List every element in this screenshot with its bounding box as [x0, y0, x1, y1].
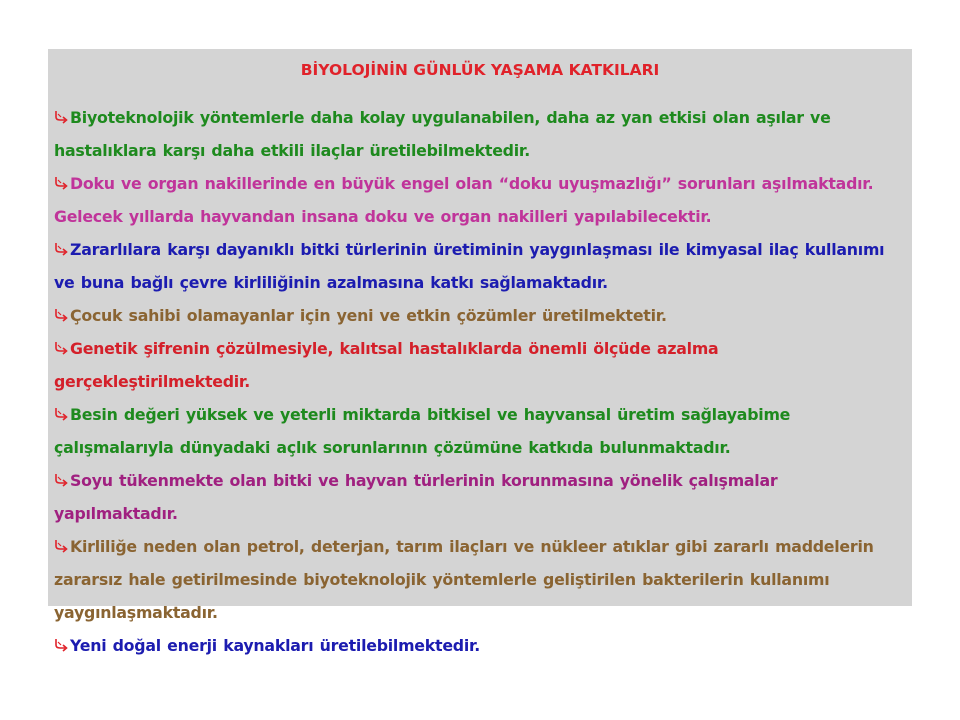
- list-item-text: Zararlılara karşı dayanıklı bitki türlerinin üretiminin yaygınlaşması ile kimyasal ilaç kullanımı ve buna bağlı çevre kirliliğinin azalmasına katkı sağlamaktadır.: [54, 240, 885, 292]
- list-item: [54, 101, 906, 167]
- curved-arrow-icon: [54, 638, 69, 653]
- list-item: [54, 233, 906, 299]
- content-panel: [48, 49, 912, 655]
- curved-arrow-icon: [54, 176, 69, 191]
- list-item-text: Genetik şifrenin çözülmesiyle, kalıtsal hastalıklarda önemli ölçüde azalma gerçekleştirilmektedir.: [54, 339, 719, 391]
- list-item-text: Besin değeri yüksek ve yeterli miktarda bitkisel ve hayvansal üretim sağlayabime çalışmalarıyla dünyadaki açlık sorunlarının çözümüne katkıda bulunmaktadır.: [54, 405, 791, 457]
- list-item-text: Kirliliğe neden olan petrol, deterjan, tarım ilaçları ve nükleer atıklar gibi zararlı maddelerin zararsız hale getirilmesinde biyoteknolojik yöntemlerle geliştirilen bakterilerin kullanımı yaygınlaşmaktadır.: [54, 537, 874, 622]
- list-item: [54, 629, 906, 662]
- curved-arrow-icon: [54, 341, 69, 356]
- list-item: [54, 299, 906, 332]
- page-title: BİYOLOJİNİN GÜNLÜK YAŞAMA KATKILARI: [300, 61, 660, 79]
- list-item: [54, 530, 906, 629]
- list-item: [54, 464, 906, 530]
- list-item-text: Soyu tükenmekte olan bitki ve hayvan türlerinin korunmasına yönelik çalışmalar yapılmaktadır.: [54, 471, 778, 523]
- curved-arrow-icon: [54, 110, 69, 125]
- list-item-text: Yeni doğal enerji kaynakları üretilebilmektedir.: [70, 636, 481, 655]
- curved-arrow-icon: [54, 242, 69, 257]
- list-item-text: Doku ve organ nakillerinde en büyük engel olan “doku uyuşmazlığı” sorunları aşılmaktadır. Gelecek yıllarda hayvandan insana doku ve organ nakilleri yapılabilecektir.: [54, 174, 874, 226]
- list-item: [54, 398, 906, 464]
- list-item-text: Çocuk sahibi olamayanlar için yeni ve etkin çözümler üretilmektetir.: [70, 306, 667, 325]
- curved-arrow-icon: [54, 407, 69, 422]
- list-item: [54, 332, 906, 398]
- list-item: [54, 167, 906, 233]
- curved-arrow-icon: [54, 539, 69, 554]
- bullet-list: [54, 101, 906, 662]
- list-item-text: Biyoteknolojik yöntemlerle daha kolay uygulanabilen, daha az yan etkisi olan aşılar ve hastalıklara karşı daha etkili ilaçlar üretilebilmektedir.: [54, 108, 831, 160]
- curved-arrow-icon: [54, 308, 69, 323]
- curved-arrow-icon: [54, 473, 69, 488]
